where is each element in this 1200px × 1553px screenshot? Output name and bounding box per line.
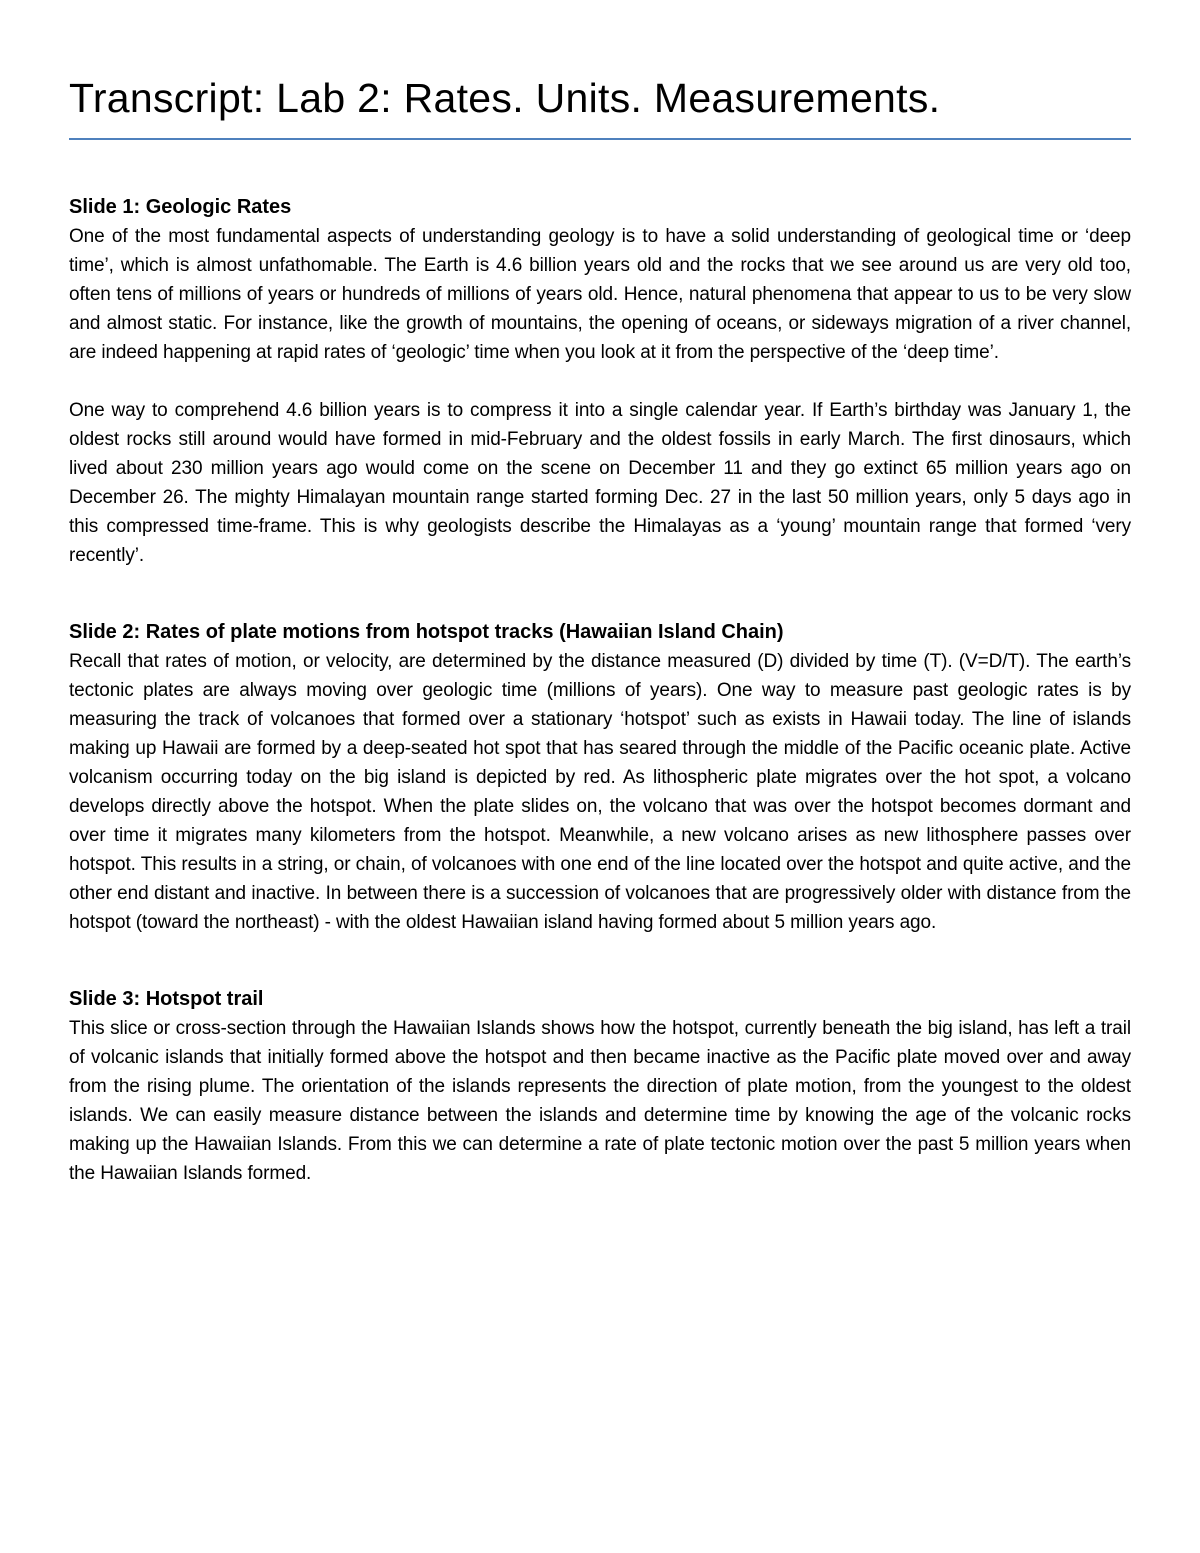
section-slide-2 bbox=[69, 618, 1131, 937]
section-slide-1 bbox=[69, 193, 1131, 570]
paragraph: One of the most fundamental aspects of understanding geology is to have a solid understanding of geological time or ‘deep time’, which is almost unfathomable. The Earth is 4.6 billion years old and the rocks that we see around us are very old too, often tens of millions of years or hundreds of millions of years old. Hence, natural phenomena that appear to us to be very slow and almost static. For instance, like the growth of mountains, the opening of oceans, or sideways migration of a river channel, are indeed happening at rapid rates of ‘geologic’ time when you look at it from the perspective of the ‘deep time’. bbox=[69, 226, 1131, 363]
paragraph: Recall that rates of motion, or velocity, are determined by the distance measured (D) divided by time (T). (V=D/T). The earth’s tectonic plates are always moving over geologic time (millions of years). One way to measure past geologic rates is by measuring the track of volcanoes that formed over a stationary ‘hotspot’ such as exists in Hawaii today. The line of islands making up Hawaii are formed by a deep-seated hot spot that has seared through the middle of the Pacific oceanic plate. Active volcanism occurring today on the big island is depicted by red. As lithospheric plate migrates over the hot spot, a volcano develops directly above the hotspot. When the plate slides on, the volcano that was over the hotspot becomes dormant and over time it migrates many kilometers from the hotspot. Meanwhile, a new volcano arises as new lithosphere passes over hotspot. This results in a string, or chain, of volcanoes with one end of the line located over the hotspot and quite active, and the other end distant and inactive. In between there is a succession of volcanoes that are progressively older with distance from the hotspot (toward the northeast) - with the oldest Hawaiian island having formed about 5 million years ago. bbox=[69, 651, 1131, 933]
paragraph: One way to comprehend 4.6 billion years is to compress it into a single calendar year. If Earth’s birthday was January 1, the oldest rocks still around would have formed in mid-February and the oldest fossils in early March. The first dinosaurs, which lived about 230 million years ago would come on the scene on December 11 and they go extinct 65 million years ago on December 26. The mighty Himalayan mountain range started forming Dec. 27 in the last 50 million years, only 5 days ago in this compressed time-frame. This is why geologists describe the Himalayas as a ‘young’ mountain range that formed ‘very recently’. bbox=[69, 400, 1131, 566]
section-heading: Slide 2: Rates of plate motions from hotspot tracks (Hawaiian Island Chain) bbox=[69, 621, 784, 643]
document-page bbox=[69, 70, 1131, 1188]
paragraph: This slice or cross-section through the Hawaiian Islands shows how the hotspot, currently beneath the big island, has left a trail of volcanic islands that initially formed above the hotspot and then became inactive as the Pacific plate moved over and away from the rising plume. The orientation of the islands represents the direction of plate motion, from the youngest to the oldest islands. We can easily measure distance between the islands and determine time by knowing the age of the volcanic rocks making up the Hawaiian Islands. From this we can determine a rate of plate tectonic motion over the past 5 million years when the Hawaiian Islands formed. bbox=[69, 1018, 1131, 1184]
title-underline bbox=[69, 138, 1131, 140]
document-title: Transcript: Lab 2: Rates. Units. Measurements. bbox=[69, 75, 941, 121]
section-slide-3 bbox=[69, 985, 1131, 1188]
section-heading: Slide 3: Hotspot trail bbox=[69, 988, 264, 1010]
section-heading: Slide 1: Geologic Rates bbox=[69, 196, 292, 218]
